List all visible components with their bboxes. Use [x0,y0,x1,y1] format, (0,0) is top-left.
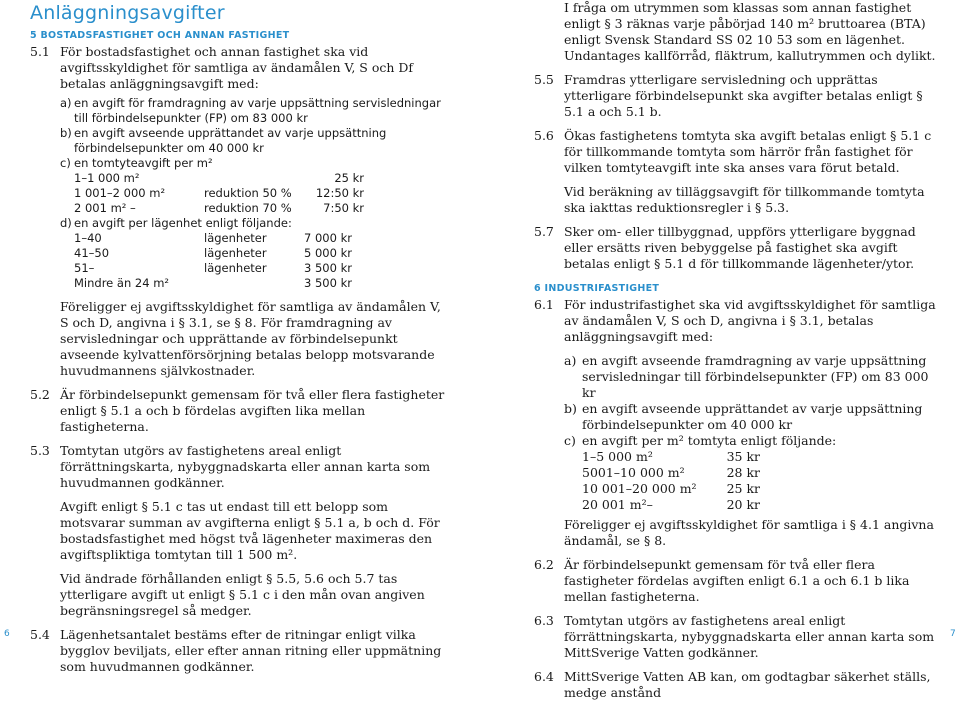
paragraph-text: För industrifastighet ska vid avgiftsskyldighet för samtliga av ändamålen V, S och D, angivna i § 3.1, betalas anläggningsavgift med: [564,297,936,344]
list-item-label: c) [60,156,71,170]
table-cell: 2 001 m² – [74,201,136,215]
table-cell: lägenheter [204,231,267,245]
table-cell: 20 001 m²– [582,497,653,512]
table-cell: 7:50 kr [323,201,364,215]
page-number-right: 7 [950,629,956,639]
table-cell: 12:50 kr [315,186,364,200]
table-cell: 28 kr [726,465,760,480]
paragraph-5-6 [534,128,942,176]
list-item-text: en avgift avseende upprättandet av varje uppsättning förbindelsepunkter om 40 000 kr [582,401,923,432]
table-row [582,449,760,465]
table-cell [204,171,304,186]
list-item-text: en avgift avseende upprättandet av varje uppsättning förbindelsepunkter om 40 000 kr [74,126,387,155]
table-cell: 10 001–20 000 m² [582,481,697,496]
paragraph-5-4 [30,627,450,675]
list-item [564,401,942,433]
table-cell: 1–1 000 m² [74,171,140,185]
paragraph-number: 6.4 [534,669,554,684]
list-item [564,353,942,401]
table-row [74,261,364,276]
paragraph-5-3 [30,443,450,491]
paragraph-6-4 [534,669,942,701]
paragraph-number: 5.7 [534,224,554,239]
paragraph-number: 5.4 [30,627,50,642]
list-item [60,216,450,231]
paragraph-6-1 [534,297,942,345]
paragraph-number: 5.1 [30,44,50,59]
paragraph-5-1-note: Föreligger ej avgiftsskyldighet för samtliga av ändamålen V, S och D, angivna i § 3.1, se § 8. För framdragning av servisledningar och upprättande av förbindelsepunkt avseende kylvattenförsörjning betalas belopp motsvarande huvudmannens självkostnader. [60,299,441,378]
section-heading-6: 6 INDUSTRIFASTIGHET [534,283,660,294]
table-row [74,186,364,201]
area-fee-table [582,449,760,513]
table-row [74,231,364,246]
table-cell: 41–50 [74,246,110,260]
table-cell: 7 000 kr [304,231,352,245]
apartment-fee-table [74,231,364,291]
paragraph-5-7 [534,224,942,272]
list-item [60,126,450,156]
list-item-label: b) [564,401,577,416]
list-item-text: en avgift per lägenhet enligt följande: [74,216,292,230]
paragraph-text: Sker om- eller tillbyggnad, uppförs ytterligare byggnad eller ersätts riven bebyggelse på fastighet ska avgift betalas enligt § 5.1 d för tillkommande lägenheter/ytor. [564,224,916,271]
paragraph-5-1 [30,44,450,92]
table-cell: 5 000 kr [304,246,352,260]
fee-list [60,96,450,291]
table-cell: 25 kr [334,171,364,185]
list-item-label: d) [60,216,72,230]
paragraph-text: Är förbindelsepunkt gemensam för två eller flera fastigheter fördelas avgiften enligt 6.1 a och 6.1 b lika mellan fastigheterna. [564,557,910,604]
paragraph-5-3-continued: Avgift enligt § 5.1 c tas ut endast till ett belopp som motsvarar summan av avgifterna enligt § 5.1 a, b och d. För bostadsfastighet med högst två lägenheter maximeras den avgiftspliktiga tomtytan till 1 500 m². [60,499,440,562]
paragraph-5-6-continued: Vid beräkning av tilläggsavgift för tillkommande tomtyta ska iakttas reduktionsregler i § 5.3. [564,184,925,215]
list-item-label: a) [564,353,577,368]
list-item-text: en avgift avseende framdragning av varje uppsättning servisledningar till förbindelsepunkter (FP) om 83 000 kr [582,353,929,400]
table-cell: reduktion 50 % [204,186,292,200]
list-item-label: b) [60,126,72,140]
page-number-left: 6 [4,629,10,639]
table-row [582,481,760,497]
right-column [534,0,942,701]
paragraph-number: 5.3 [30,443,50,458]
paragraph-text: MittSverige Vatten AB kan, om godtagbar säkerhet ställs, medge anstånd [564,669,931,700]
list-item [564,433,942,449]
list-item-text: en tomtyteavgift per m² [74,156,213,170]
paragraph-number: 5.5 [534,72,554,87]
list-item-text: en avgift per m² tomtyta enligt följande: [582,433,837,448]
table-cell: 3 500 kr [304,261,352,275]
paragraph-6-3 [534,613,942,661]
fee-list [564,353,942,549]
table-cell: 51– [74,261,95,275]
area-fee-table [74,171,364,216]
table-cell [204,276,304,291]
list-item [60,156,450,171]
table-cell: reduktion 70 % [204,201,292,215]
table-cell: 35 kr [726,449,760,464]
paragraph-text: Tomtytan utgörs av fastighetens areal enligt förrättningskarta, nybyggnadskarta eller annan karta som MittSverige Vatten godkänner. [564,613,935,660]
table-cell: 1–40 [74,231,102,245]
list-item-label: a) [60,96,72,110]
paragraph-text: Är förbindelsepunkt gemensam för två eller flera fastigheter enligt § 5.1 a och b fördelas avgiften lika mellan fastigheterna. [60,387,445,434]
paragraph-6-1-note: Föreligger ej avgiftsskyldighet för samtliga i § 4.1 angivna ändamål, se § 8. [564,517,934,548]
paragraph-number: 6.2 [534,557,554,572]
table-row [582,465,760,481]
page-title: Anläggningsavgifter [30,2,225,24]
list-item [60,96,450,126]
table-row [74,201,364,216]
paragraph-text: För bostadsfastighet och annan fastighet ska vid avgiftsskyldighet för samtliga av ändamålen V, S och Df betalas anläggningsavgift med: [60,44,414,91]
table-cell: Mindre än 24 m² [74,276,170,290]
paragraph-number: 6.3 [534,613,554,628]
table-cell: 25 kr [726,481,760,496]
table-row [74,171,364,186]
list-item-label: c) [564,433,576,448]
table-cell: 5001–10 000 m² [582,465,685,480]
paragraph-5-5 [534,72,942,120]
table-row [582,497,760,513]
table-cell: lägenheter [204,246,267,260]
paragraph-number: 5.2 [30,387,50,402]
left-column [30,0,450,675]
table-row [74,246,364,261]
table-row [74,276,364,291]
paragraph-text: Lägenhetsantalet bestäms efter de ritningar enligt vilka bygglov beviljats, eller efter annan ritning eller uppmätning som huvudmannen godkänner. [60,627,442,674]
paragraph-5-2 [30,387,450,435]
table-cell: 3 500 kr [304,276,352,290]
table-cell: 20 kr [726,497,760,512]
paragraph-text: Tomtytan utgörs av fastighetens areal enligt förrättningskarta, nybyggnadskarta eller annan karta som huvudmannen godkänner. [60,443,431,490]
paragraph-text: Ökas fastighetens tomtyta ska avgift betalas enligt § 5.1 c för tillkommande tomtyta som härrör från fastighet för vilken tomtyteavgift inte ska anses vara förut betald. [564,128,932,175]
paragraph-number: 5.6 [534,128,554,143]
table-cell: 1–5 000 m² [582,449,653,464]
paragraph-5-3-continued: Vid ändrade förhållanden enligt § 5.5, 5.6 och 5.7 tas ytterligare avgift ut enligt § 5.1 c i den mån ovan angiven begränsningsregel så medger. [60,571,425,618]
paragraph-text: Framdras ytterligare servisledning och upprättas ytterligare förbindelsepunkt ska avgifter betalas enligt § 5.1 a och 5.1 b. [564,72,923,119]
table-cell: 1 001–2 000 m² [74,186,166,200]
list-item-text: en avgift för framdragning av varje uppsättning servisledningar till förbindelsepunkter (FP) om 83 000 kr [74,96,441,125]
paragraph-6-2 [534,557,942,605]
paragraph-continued: I fråga om utrymmen som klassas som annan fastighet enligt § 3 räknas varje påbörjad 140 m² bruttoarea (BTA) enligt Svensk Standard SS 02 10 53 som en lägenhet. Undantages kallförråd, fläktrum, kallutrymmen och dylikt. [564,0,936,63]
paragraph-number: 6.1 [534,297,554,312]
section-heading-5: 5 BOSTADSFASTIGHET OCH ANNAN FASTIGHET [30,30,290,41]
table-cell: lägenheter [204,261,267,275]
